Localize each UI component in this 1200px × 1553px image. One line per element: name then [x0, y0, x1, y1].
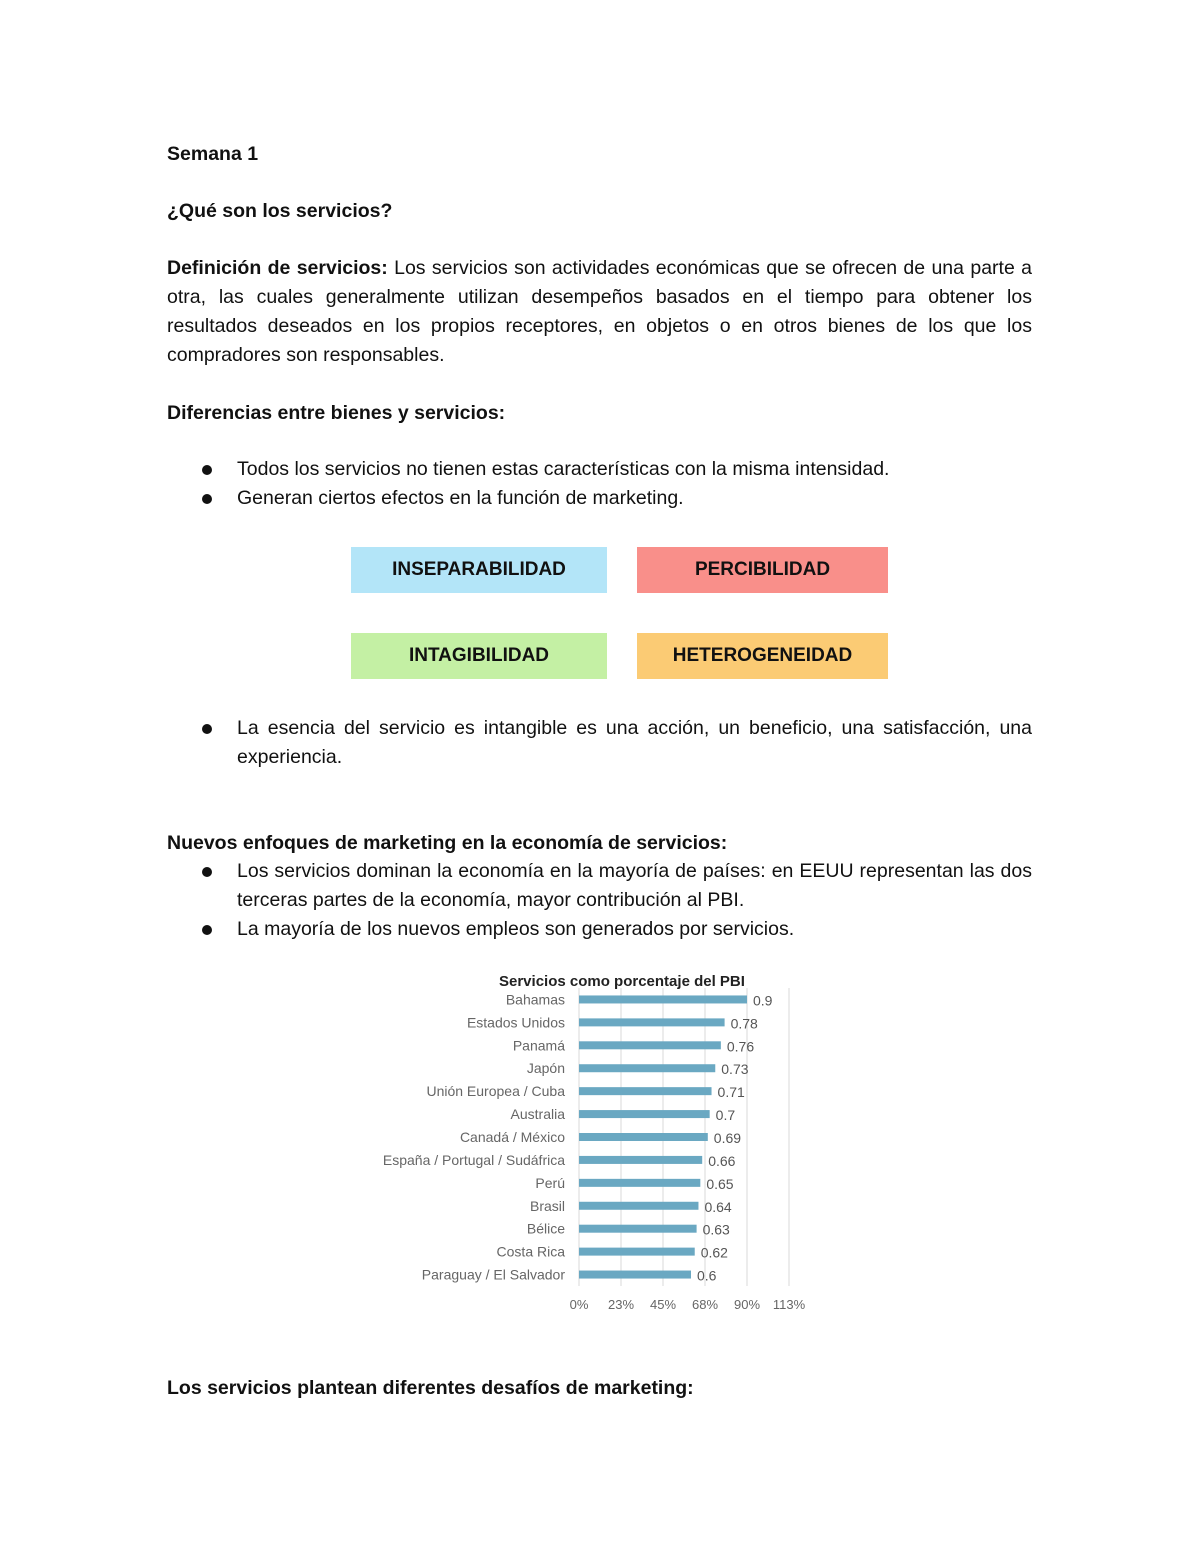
value-label: 0.71 — [717, 1084, 745, 1101]
characteristic-box-heterogeneidad: HETEROGENEIDAD — [637, 633, 888, 679]
category-label: Perú — [535, 1174, 565, 1191]
services-gdp-chart — [350, 968, 820, 1318]
value-label: 0.7 — [715, 1107, 736, 1124]
value-label: 0.78 — [730, 1015, 758, 1032]
definition-text: Los servicios son actividades económicas que se ofrecen de una parte a otra, las cuales generalmente utilizan desempeños basados en el tiempo para obtener los resultados deseados en los propios receptores, en objetos o en otros bienes de los que los compradores son responsables. — [167, 257, 1032, 366]
bullet-icon — [202, 465, 212, 475]
bar — [579, 1018, 725, 1026]
list-item: Generan ciertos efectos en la función de marketing. — [200, 484, 1032, 513]
value-label: 0.6 — [697, 1267, 717, 1284]
value-label: 0.65 — [706, 1175, 734, 1192]
bar — [579, 1202, 698, 1210]
definition-label: Definición de servicios: — [167, 257, 388, 279]
category-label: Bélice — [526, 1220, 565, 1237]
x-tick-label: 23% — [607, 1297, 635, 1312]
differences-title: Diferencias entre bienes y servicios: — [167, 402, 506, 424]
list-item: La mayoría de los nuevos empleos son generados por servicios. — [200, 915, 1032, 944]
essence-list — [200, 714, 1032, 772]
category-label: Brasil — [529, 1197, 565, 1214]
value-label: 0.62 — [700, 1244, 728, 1261]
value-label: 0.66 — [708, 1152, 736, 1169]
section-question: ¿Qué son los servicios? — [167, 200, 393, 222]
list-item: Todos los servicios no tienen estas características con la misma intensidad. — [200, 455, 1032, 484]
x-tick-label: 45% — [649, 1297, 677, 1312]
bullet-icon — [202, 925, 212, 935]
value-label: 0.73 — [721, 1061, 749, 1078]
characteristic-box-percibilidad: PERCIBILIDAD — [637, 547, 888, 593]
value-label: 0.9 — [753, 992, 773, 1009]
list-item: La esencia del servicio es intangible es una acción, un beneficio, una satisfacción, una experiencia. — [200, 714, 1032, 772]
category-label: Bahamas — [505, 991, 565, 1008]
category-label: Unión Europea / Cuba — [426, 1083, 565, 1100]
x-tick-label: 0% — [569, 1297, 589, 1312]
category-label: España / Portugal / Sudáfrica — [382, 1151, 565, 1168]
bar — [579, 1064, 715, 1072]
bar — [579, 1041, 721, 1049]
category-label: Paraguay / El Salvador — [421, 1266, 565, 1283]
x-tick-label: 68% — [691, 1297, 719, 1312]
value-label: 0.76 — [726, 1038, 755, 1055]
chart-title: Servicios como porcentaje del PBI — [499, 973, 745, 990]
bar — [579, 1248, 695, 1256]
characteristic-box-inseparabilidad: INSEPARABILIDAD — [351, 547, 607, 593]
value-label: 0.69 — [713, 1130, 742, 1146]
category-label: Canadá / México — [459, 1129, 565, 1145]
new-approaches-list — [200, 857, 1032, 944]
list-item: Los servicios dominan la economía en la mayoría de países: en EEUU representan las dos terceras partes de la economía, mayor contribución al PBI. — [200, 857, 1032, 915]
bar — [579, 1087, 712, 1095]
page-heading: Semana 1 — [167, 143, 259, 165]
differences-list — [200, 455, 1032, 513]
category-label: Estados Unidos — [466, 1014, 565, 1031]
bar — [579, 1225, 697, 1233]
bullet-icon — [202, 724, 212, 734]
bar — [579, 1133, 708, 1141]
bar — [579, 1271, 691, 1279]
bullet-icon — [202, 867, 212, 877]
value-label: 0.64 — [704, 1198, 732, 1215]
category-label: Costa Rica — [496, 1243, 565, 1260]
x-tick-label: 90% — [733, 1297, 761, 1312]
bullet-icon — [202, 494, 212, 504]
category-label: Japón — [526, 1060, 565, 1077]
category-label: Australia — [510, 1106, 565, 1123]
bar — [579, 1110, 710, 1118]
characteristic-box-intagibilidad: INTAGIBILIDAD — [351, 633, 607, 679]
new-approaches-title: Nuevos enfoques de marketing en la economía de servicios: — [167, 832, 728, 854]
definition-paragraph — [167, 254, 1032, 370]
x-tick-label: 113% — [772, 1297, 806, 1312]
challenges-title: Los servicios plantean diferentes desafíos de marketing: — [167, 1377, 694, 1399]
bar — [579, 1156, 702, 1164]
value-label: 0.63 — [702, 1221, 730, 1238]
bar — [579, 995, 747, 1003]
bar — [579, 1179, 700, 1187]
category-label: Panamá — [512, 1037, 565, 1054]
